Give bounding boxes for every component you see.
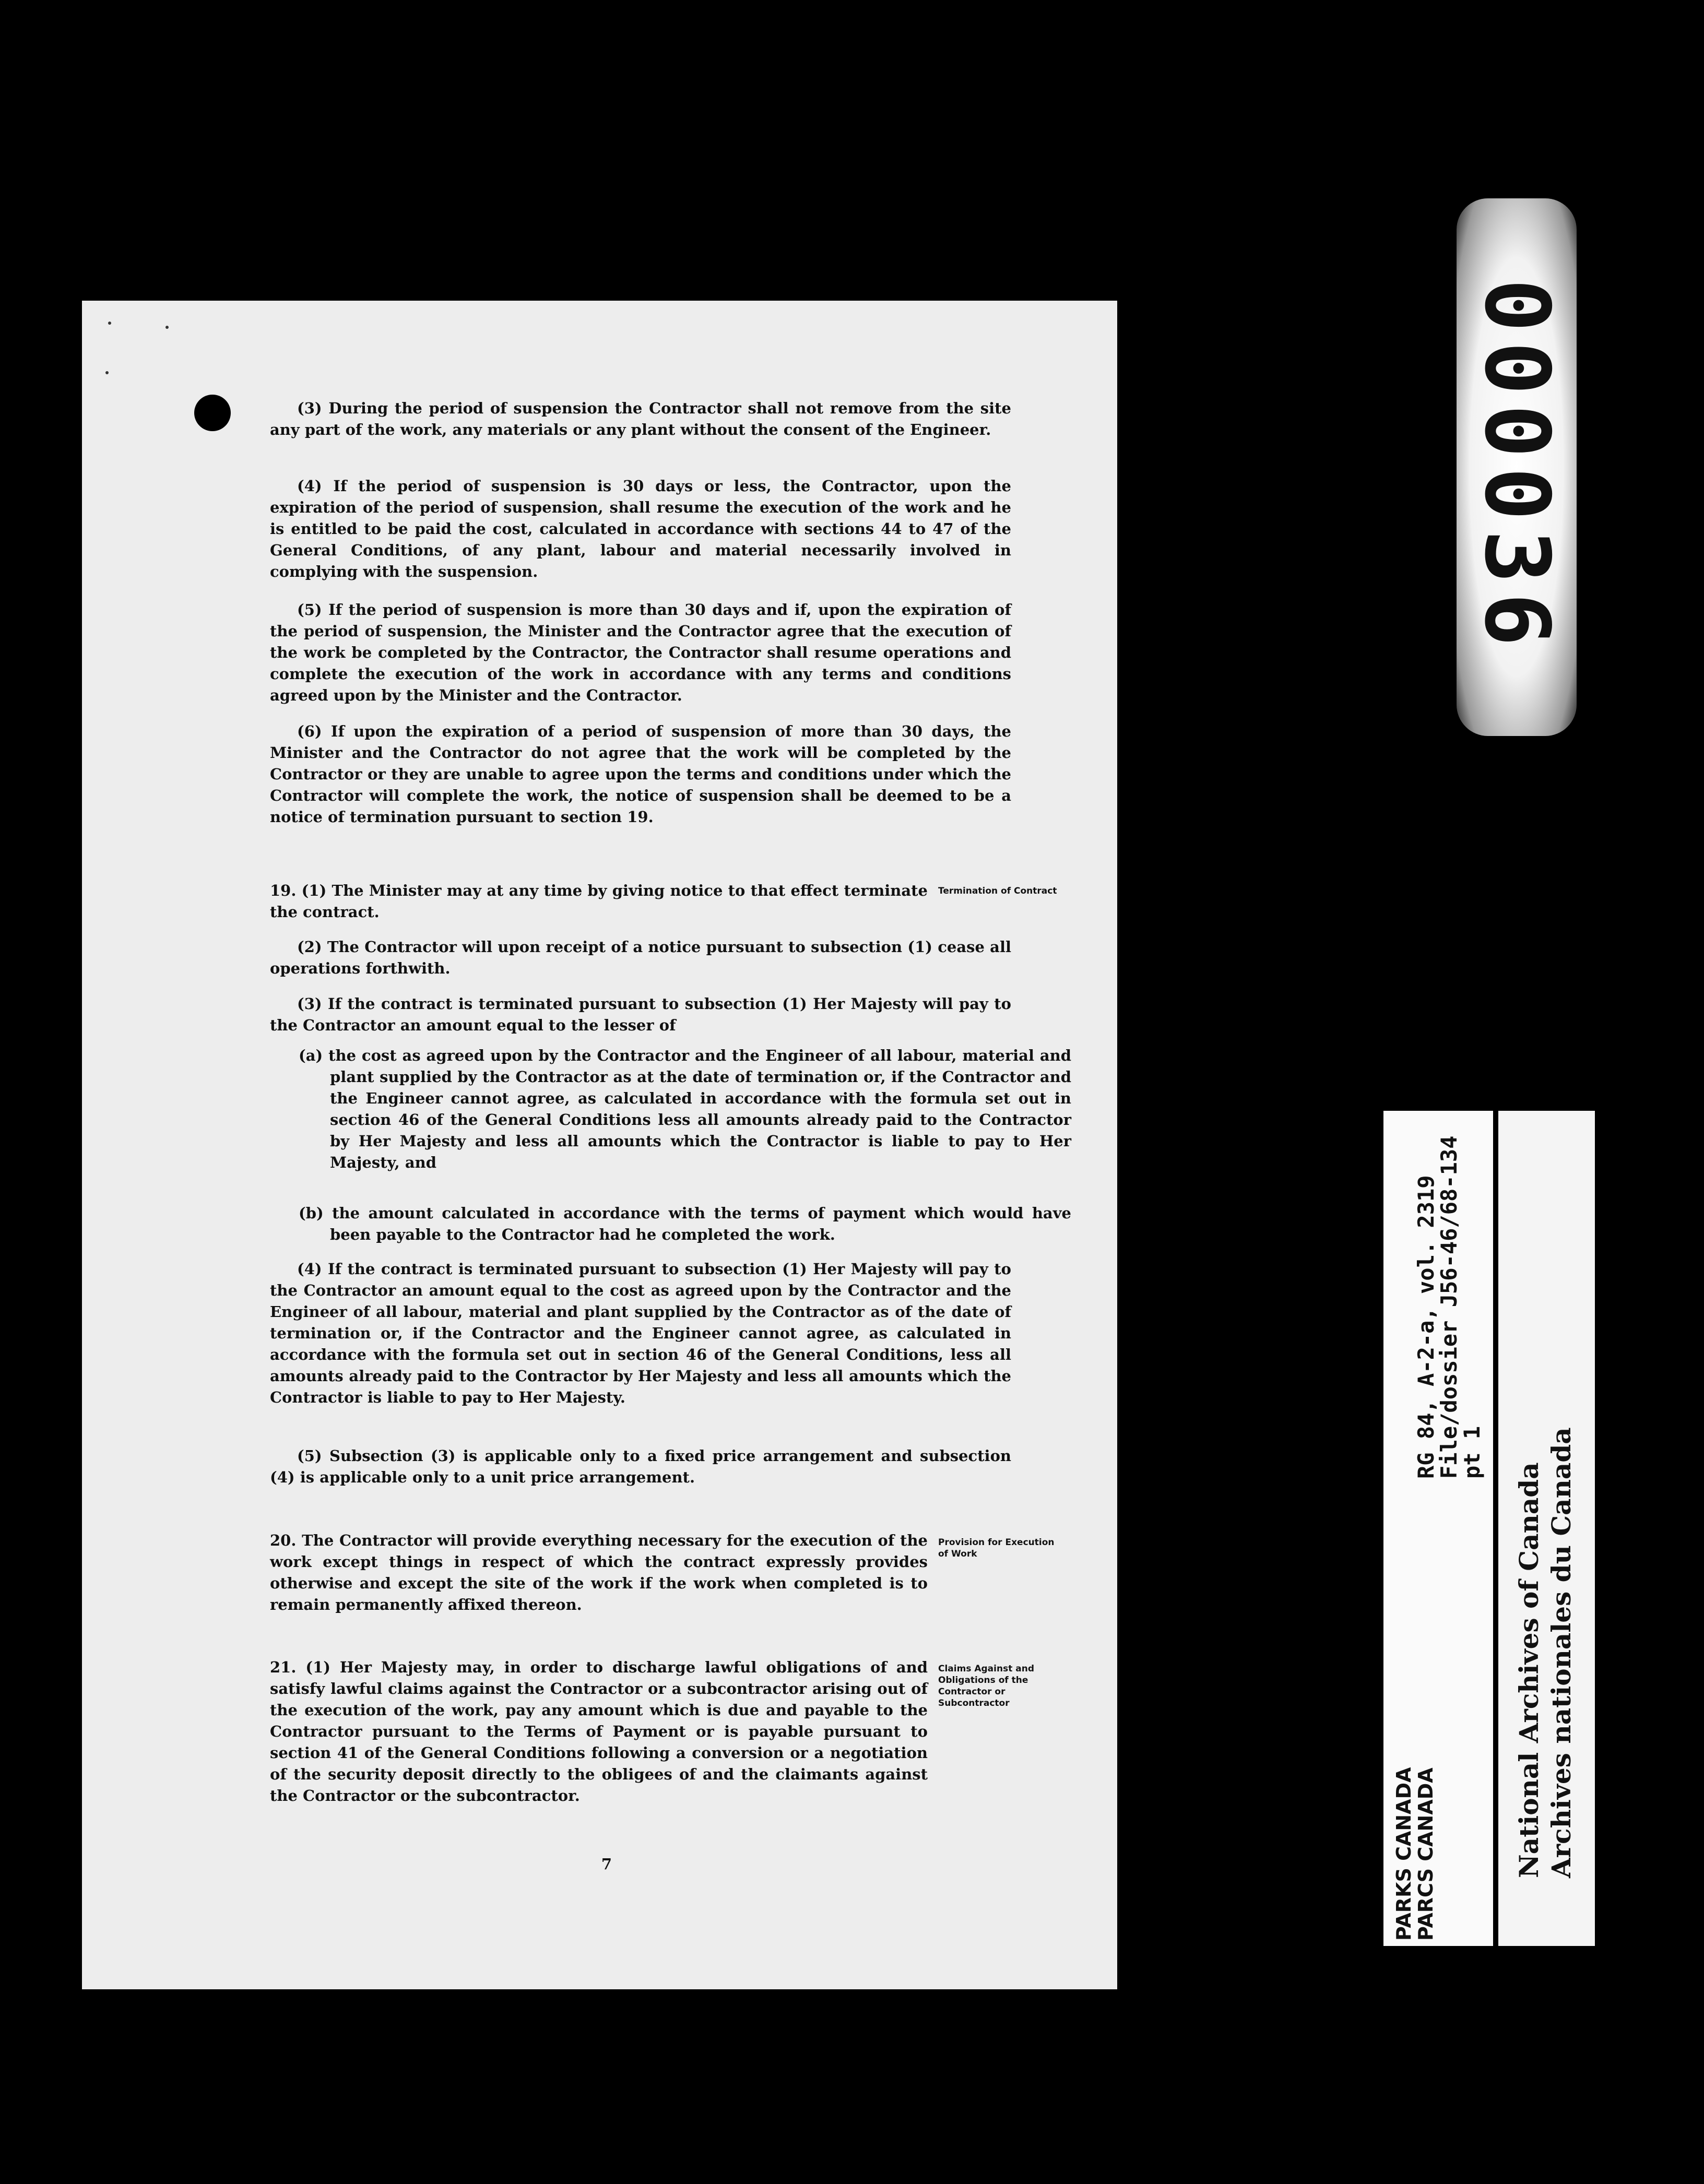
paragraph-19-3-b: (b) the amount calculated in accordance with the terms of payment which would have been payable to the Contractor had he completed the work.: [299, 1204, 1071, 1243]
margin-note-provision: Provision for Execution of Work: [938, 1537, 1055, 1559]
reference-block: [1415, 1136, 1484, 1479]
parks-line-fr: PARCS CANADA: [1414, 1767, 1437, 1941]
paragraph-19-3-a: (a) the cost as agreed upon by the Contractor and the Engineer of all labour, material and plant supplied by the Contractor as at the date of termination or, if the Contractor and the Engineer cannot agree, as calculated in accordance with the formula set out in section 46 of the General Conditions less all amounts already paid to the Contractor by Her Majesty and less all amounts which the Contractor is liable to pay to Her Majesty, and: [299, 1047, 1071, 1171]
document-page: [82, 301, 1117, 1989]
paragraph-21-1: 21. (1) Her Majesty may, in order to discharge lawful obligations of and satisfy lawful claims against the Contractor or a subcontractor arising out of the execution of the work, pay any amount which is due and payable to the Contractor pursuant to the Terms of Payment or is payable pursuant to section 41 of the General Conditions following a conversion or a negotiation of the security deposit directly to the obligees of and the claimants against the Contractor or the subcontractor.: [270, 1658, 928, 1805]
archive-label: [1373, 1111, 1603, 1998]
page-number: 7: [601, 1855, 612, 1873]
paragraph-19-2: (2) The Contractor will upon receipt of a notice pursuant to subsection (1) cease all operations forthwith.: [270, 938, 1011, 977]
parks-line-en: PARKS CANADA: [1392, 1767, 1415, 1941]
speck: [165, 326, 169, 329]
frame-counter: [1457, 198, 1577, 736]
speck: [105, 371, 109, 374]
parks-canada-block: [1393, 1767, 1437, 1941]
paragraph-19-4: (4) If the contract is terminated pursuant to subsection (1) Her Majesty will pay to the Contractor an amount equal to the cost as agreed upon by the Contractor and the Engineer of all labour, material and plant supplied by the Contractor as of the date of termination or, if the Contractor and the Engineer cannot agree, as calculated in accordance with the formula set out in section 46 of the General Conditions, less all amounts already paid to the Contractor by Her Majesty and less all amounts which the Contractor is liable to pay to Her Majesty.: [270, 1260, 1011, 1406]
paragraph-19-3: (3) If the contract is terminated pursuant to subsection (1) Her Majesty will pay to the Contractor an amount equal to the lesser of: [270, 995, 1011, 1034]
speck: [108, 322, 111, 325]
archives-line-fr: Archives nationales du Canada: [1546, 1427, 1577, 1878]
paragraph-18-6: (6) If upon the expiration of a period of suspension of more than 30 days, the Minister and the Contractor do not agree that the work will be completed by the Contractor or they are unable to agree upon the terms and conditions under which the Contractor will complete the work, the notice of suspension shall be deemed to be a notice of termination pursuant to section 19.: [270, 722, 1011, 826]
reference-line-1: RG 84, A-2-a, vol. 2319: [1413, 1175, 1439, 1479]
label-archives-strip: [1498, 1111, 1595, 1946]
paragraph-19-1: 19. (1) The Minister may at any time by giving notice to that effect terminate the contract.: [270, 882, 928, 921]
paragraph-20: 20. The Contractor will provide everything necessary for the execution of the work except things in respect of which the contract expressly provides otherwise and except the site of the work if the work when completed is to remain permanently affixed thereon.: [270, 1532, 928, 1613]
label-reference-strip: [1383, 1111, 1493, 1946]
margin-note-termination: Termination of Contract: [938, 886, 1057, 896]
paragraph-18-5: (5) If the period of suspension is more than 30 days and if, upon the expiration of the period of suspension, the Minister and the Contractor agree that the execution of the work be completed by the Contractor, the Contractor shall resume operations and complete the execution of the work in accordance with any terms and conditions agreed upon by the Minister and the Contractor.: [270, 601, 1011, 704]
paragraph-19-5: (5) Subsection (3) is applicable only to a fixed price arrangement and subsection (4) is applicable only to a unit price arrangement.: [270, 1447, 1011, 1486]
paragraph-18-3: (3) During the period of suspension the Contractor shall not remove from the site any part of the work, any materials or any plant without the consent of the Engineer.: [270, 399, 1011, 438]
archives-block: [1513, 1427, 1578, 1878]
margin-note-claims: Claims Against and Obligations of the Contractor or Subcontractor: [938, 1664, 1034, 1708]
archives-line-en: National Archives of Canada: [1513, 1462, 1544, 1878]
frame-counter-digits: 000036: [1465, 278, 1568, 656]
reference-line-3: pt 1: [1459, 1426, 1485, 1479]
paragraph-18-4: (4) If the period of suspension is 30 days or less, the Contractor, upon the expiration of the period of suspension, shall resume the execution of the work and he is entitled to be paid the cost, calculated in accordance with sections 44 to 47 of the General Conditions, of any plant, labour and material necessarily involved in complying with the suspension.: [270, 477, 1011, 580]
punch-hole: [194, 395, 231, 431]
reference-line-2: File/dossier J56-46/68-134: [1436, 1135, 1462, 1479]
